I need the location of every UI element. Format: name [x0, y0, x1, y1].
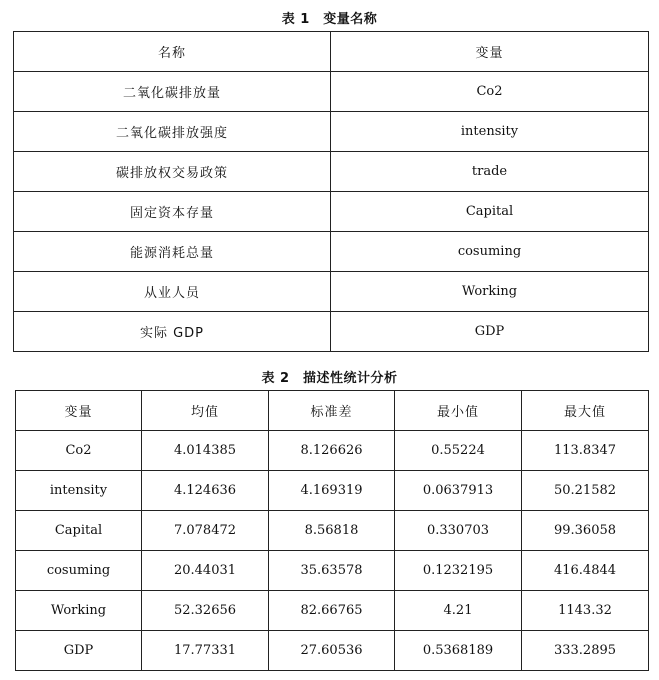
table-row [16, 471, 649, 511]
cell-max: 99.36058 [522, 511, 649, 551]
table-header-row [14, 32, 649, 72]
cell-min: 0.330703 [395, 511, 522, 551]
cell-variable: cosuming [331, 232, 649, 272]
cell-variable: GDP [16, 631, 142, 671]
cell-std-dev: 4.169319 [269, 471, 395, 511]
table1-caption: 表 1 变量名称 [281, 12, 378, 27]
header-variable: 变量 [16, 391, 142, 431]
table-row [14, 152, 649, 192]
cell-variable: Capital [16, 511, 142, 551]
descriptive-statistics-table [15, 390, 649, 671]
cell-name: 碳排放权交易政策 [14, 152, 331, 192]
cell-variable: Capital [331, 192, 649, 232]
table-row [16, 431, 649, 471]
header-variable: 变量 [331, 32, 649, 72]
header-min: 最小值 [395, 391, 522, 431]
cell-max: 1143.32 [522, 591, 649, 631]
cell-variable: trade [331, 152, 649, 192]
table-row [14, 192, 649, 232]
cell-std-dev: 8.126626 [269, 431, 395, 471]
cell-max: 416.4844 [522, 551, 649, 591]
cell-variable: intensity [331, 112, 649, 152]
cell-name: 能源消耗总量 [14, 232, 331, 272]
cell-max: 50.21582 [522, 471, 649, 511]
cell-min: 0.1232195 [395, 551, 522, 591]
variable-names-table [13, 31, 649, 352]
cell-name: 二氧化碳排放强度 [14, 112, 331, 152]
cell-mean: 20.44031 [142, 551, 269, 591]
cell-variable: intensity [16, 471, 142, 511]
cell-std-dev: 27.60536 [269, 631, 395, 671]
cell-mean: 52.32656 [142, 591, 269, 631]
header-name: 名称 [14, 32, 331, 72]
cell-mean: 4.124636 [142, 471, 269, 511]
table-row [16, 591, 649, 631]
cell-variable: GDP [331, 312, 649, 352]
cell-name: 二氧化碳排放量 [14, 72, 331, 112]
cell-min: 4.21 [395, 591, 522, 631]
cell-variable: Co2 [16, 431, 142, 471]
table-header-row [16, 391, 649, 431]
cell-std-dev: 35.63578 [269, 551, 395, 591]
table-row [16, 631, 649, 671]
cell-min: 0.55224 [395, 431, 522, 471]
cell-name: 实际 GDP [14, 312, 331, 352]
cell-name: 从业人员 [14, 272, 331, 312]
table-row [14, 272, 649, 312]
table-row [14, 312, 649, 352]
cell-max: 333.2895 [522, 631, 649, 671]
cell-mean: 4.014385 [142, 431, 269, 471]
cell-max: 113.8347 [522, 431, 649, 471]
table2-caption: 表 2 描述性统计分析 [261, 371, 398, 386]
cell-std-dev: 8.56818 [269, 511, 395, 551]
cell-variable: cosuming [16, 551, 142, 591]
header-max: 最大值 [522, 391, 649, 431]
table-row [16, 551, 649, 591]
header-std-dev: 标准差 [269, 391, 395, 431]
table-row [14, 72, 649, 112]
table-row [14, 112, 649, 152]
cell-min: 0.5368189 [395, 631, 522, 671]
cell-variable: Working [16, 591, 142, 631]
table-row [16, 511, 649, 551]
cell-std-dev: 82.66765 [269, 591, 395, 631]
cell-mean: 17.77331 [142, 631, 269, 671]
header-mean: 均值 [142, 391, 269, 431]
cell-mean: 7.078472 [142, 511, 269, 551]
cell-variable: Co2 [331, 72, 649, 112]
cell-min: 0.0637913 [395, 471, 522, 511]
cell-variable: Working [331, 272, 649, 312]
cell-name: 固定资本存量 [14, 192, 331, 232]
table-row [14, 232, 649, 272]
